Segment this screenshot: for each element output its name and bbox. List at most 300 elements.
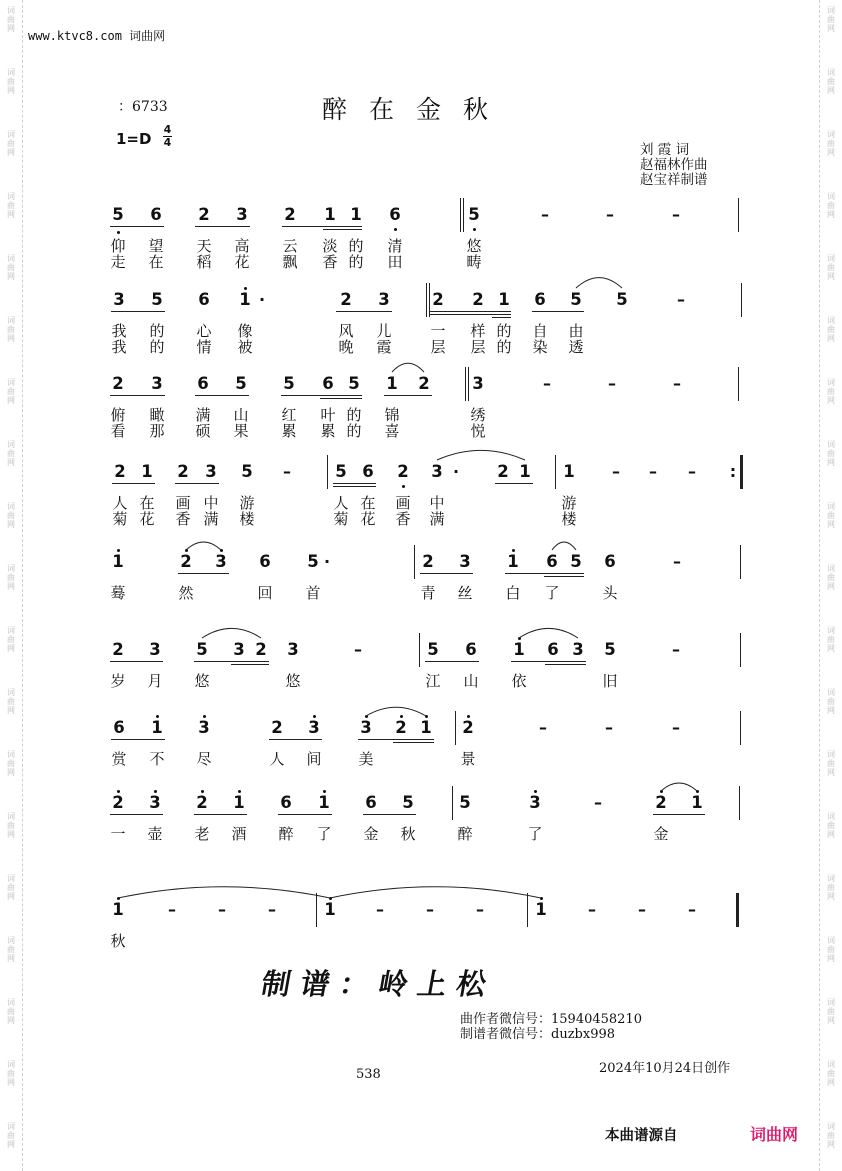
note: 2 — [422, 552, 434, 571]
lyric-char: 景 — [460, 750, 476, 768]
lyric-char: 的 — [149, 338, 165, 356]
composer-wechat: 曲作者微信号：15940458210 — [460, 1012, 642, 1027]
lyric-char: 的 — [348, 237, 364, 255]
lyric-char: 菊 — [333, 510, 349, 528]
lyric-char: 秋 — [400, 825, 416, 843]
note: 5 — [112, 205, 124, 224]
low-octave-dot — [473, 228, 476, 231]
watermark-mark: 词 曲 网 — [827, 378, 835, 405]
lyric-char: 在 — [148, 253, 164, 271]
beam-line — [511, 661, 586, 662]
note: 1 — [535, 900, 547, 919]
note: 6 — [547, 640, 559, 659]
lyric-char: 风 — [338, 322, 354, 340]
lyric-char: 香 — [322, 253, 338, 271]
watermark-mark: 词 曲 网 — [827, 6, 835, 33]
watermark-mark: 词 曲 网 — [7, 192, 15, 219]
lyric-char: 由 — [568, 322, 584, 340]
lyric-char: 儿 — [376, 322, 392, 340]
note: 1 — [324, 205, 336, 224]
note: 6 — [113, 718, 125, 737]
beam-line — [384, 395, 432, 396]
lyric-char: 旧 — [602, 672, 618, 690]
lyric-char: 悦 — [470, 422, 486, 440]
lyric-char: 花 — [234, 253, 250, 271]
lyric-char: 首 — [305, 584, 321, 602]
lyric-char: 样 — [470, 322, 486, 340]
beam-line — [110, 814, 163, 815]
note: 3 — [233, 640, 245, 659]
lyric-char: 情 — [196, 338, 212, 356]
score-row-1 — [0, 198, 842, 278]
slur-arc — [186, 540, 221, 550]
lyric-char: 醉 — [278, 825, 294, 843]
sustain-dash: – — [218, 900, 226, 919]
score-row-9 — [0, 893, 842, 973]
note: 2 — [397, 462, 409, 481]
sustain-dash: – — [426, 900, 434, 919]
note: 6 — [197, 374, 209, 393]
high-octave-dot — [154, 790, 157, 793]
note: 5 — [616, 290, 628, 309]
beam-line — [653, 814, 705, 815]
watermark-mark: 词 曲 网 — [7, 502, 15, 529]
note: 3 — [308, 718, 320, 737]
note: 2 — [177, 462, 189, 481]
note: 3 — [360, 718, 372, 737]
lyric-char: 仰 — [110, 237, 126, 255]
barline — [527, 893, 528, 927]
lyric-char: 在 — [360, 494, 376, 512]
lyric-char: 的 — [348, 253, 364, 271]
slur-arc — [552, 540, 576, 550]
low-octave-dot — [117, 231, 120, 234]
slur-arc — [330, 884, 541, 898]
barline — [316, 893, 317, 927]
barline — [460, 198, 461, 232]
beam-line — [545, 664, 586, 665]
watermark-mark: 词 曲 网 — [7, 812, 15, 839]
lyric-char: 人 — [333, 494, 349, 512]
note: 2 — [255, 640, 267, 659]
barline — [738, 198, 739, 232]
beam-line — [430, 314, 511, 315]
lyric-char: 自 — [532, 322, 548, 340]
note: 2 — [114, 462, 126, 481]
beam-line — [112, 483, 155, 484]
lyric-char: 楼 — [561, 510, 577, 528]
engraver-credit: 赵宝祥制谱 — [640, 172, 708, 188]
note: 2 — [271, 718, 283, 737]
lyric-char: 累 — [320, 422, 336, 440]
barline — [419, 633, 420, 667]
note: 6 — [604, 552, 616, 571]
watermark-mark: 词 曲 网 — [7, 874, 15, 901]
note: 2 — [432, 290, 444, 309]
lyric-char: 不 — [149, 750, 165, 768]
beam-line — [544, 576, 584, 577]
score-row-7 — [0, 711, 842, 791]
lyric-char: 依 — [511, 672, 527, 690]
note: 1 — [420, 718, 432, 737]
note: 5 — [241, 462, 253, 481]
note: 6 — [322, 374, 334, 393]
note: 1 — [691, 793, 703, 812]
lyric-char: 层 — [470, 338, 486, 356]
lyric-char: 醉 — [457, 825, 473, 843]
lyric-char: 的 — [346, 406, 362, 424]
lyric-char: 菊 — [112, 510, 128, 528]
beam-line — [282, 226, 362, 227]
note: 3 — [149, 793, 161, 812]
note: 3 — [378, 290, 390, 309]
note: 5 — [196, 640, 208, 659]
high-octave-dot — [244, 287, 247, 290]
barline — [414, 545, 415, 579]
sustain-dash: – — [638, 900, 646, 919]
lyric-char: 丝 — [457, 584, 473, 602]
watermark-mark: 词 曲 网 — [7, 440, 15, 467]
lyric-char: 画 — [175, 494, 191, 512]
lyric-char: 果 — [233, 422, 249, 440]
note: 2 — [462, 718, 474, 737]
low-octave-dot — [402, 485, 405, 488]
beam-line — [195, 395, 249, 396]
composer-credit: 赵福林作曲 — [640, 157, 708, 173]
lyric-char: 满 — [195, 406, 211, 424]
barline — [740, 633, 741, 667]
note: 6 — [546, 552, 558, 571]
slur-arc — [118, 884, 330, 898]
watermark-mark: 词 曲 网 — [7, 378, 15, 405]
watermark-mark: 词 曲 网 — [7, 688, 15, 715]
lyric-char: 云 — [282, 237, 298, 255]
lyric-char: 江 — [425, 672, 441, 690]
beam-line — [393, 742, 434, 743]
lyric-char: 月 — [147, 672, 163, 690]
watermark-mark: 词 曲 网 — [827, 130, 835, 157]
high-octave-dot — [323, 790, 326, 793]
engraver-signature: 制谱：岭上松 — [258, 967, 499, 1001]
note: 1 — [151, 718, 163, 737]
lyric-char: 楼 — [239, 510, 255, 528]
note: 1 — [498, 290, 510, 309]
score-row-4 — [0, 455, 842, 535]
beam-line — [420, 573, 473, 574]
barline — [463, 198, 464, 232]
note: 3 — [205, 462, 217, 481]
lyric-char: 看 — [110, 422, 126, 440]
note: 3 — [472, 374, 484, 393]
beam-line — [195, 226, 250, 227]
barline — [468, 367, 469, 401]
sustain-dash: – — [268, 900, 276, 919]
note: 6 — [150, 205, 162, 224]
watermark-mark: 词 曲 网 — [7, 998, 15, 1025]
note: 5 — [335, 462, 347, 481]
note: 6 — [365, 793, 377, 812]
sustain-dash: – — [677, 290, 685, 309]
sustain-dash: – — [688, 900, 696, 919]
watermark-mark: 词 曲 网 — [827, 750, 835, 777]
beam-line — [110, 661, 163, 662]
beam-line — [425, 661, 479, 662]
note: 1 — [112, 900, 124, 919]
note: 1 — [112, 552, 124, 571]
beam-line — [336, 311, 392, 312]
lyric-char: 望 — [148, 237, 164, 255]
watermark-mark: 词 曲 网 — [7, 936, 15, 963]
sustain-dash: – — [672, 718, 680, 737]
lyric-char: 畴 — [466, 253, 482, 271]
high-octave-dot — [238, 790, 241, 793]
beam-line — [178, 573, 229, 574]
note: 3 — [287, 640, 299, 659]
note: 2 — [418, 374, 430, 393]
lyric-char: 花 — [139, 510, 155, 528]
lyric-char: 金 — [653, 825, 669, 843]
lyric-char: 的 — [149, 322, 165, 340]
lyric-char: 金 — [363, 825, 379, 843]
note: 5 — [283, 374, 295, 393]
barline — [455, 711, 456, 745]
lyric-char: 硕 — [195, 422, 211, 440]
slur-arc — [576, 275, 622, 288]
lyric-char: 山 — [233, 406, 249, 424]
watermark-mark: 词 曲 网 — [827, 998, 835, 1025]
watermark-mark: 词 曲 网 — [827, 564, 835, 591]
note: 2 — [340, 290, 352, 309]
note: 3 — [151, 374, 163, 393]
lyric-char: 飘 — [282, 253, 298, 271]
high-octave-dot — [512, 549, 515, 552]
score-row-2 — [0, 283, 842, 363]
lyric-char: 了 — [316, 825, 332, 843]
lyric-char: 瞰 — [149, 406, 165, 424]
note: 1 — [239, 290, 251, 309]
note: 1 — [233, 793, 245, 812]
beam-line — [333, 486, 376, 487]
barline — [429, 283, 430, 317]
sustain-dash: – — [588, 900, 596, 919]
lyricist-credit: 刘 霞 词 — [640, 142, 690, 158]
note: 3 — [529, 793, 541, 812]
watermark-mark: 词 曲 网 — [7, 316, 15, 343]
sustain-dash: – — [606, 205, 614, 224]
beam-line — [363, 814, 416, 815]
high-octave-dot — [313, 715, 316, 718]
note: 6 — [259, 552, 271, 571]
lyric-char: 游 — [561, 494, 577, 512]
high-octave-dot — [117, 549, 120, 552]
note: 1 — [563, 462, 575, 481]
lyric-char: 天 — [196, 237, 212, 255]
lyric-char: 锦 — [384, 406, 400, 424]
beam-line — [320, 398, 362, 399]
lyric-char: 悠 — [466, 237, 482, 255]
watermark-mark: 词 曲 网 — [827, 440, 835, 467]
beam-line — [111, 739, 165, 740]
note: 1 — [519, 462, 531, 481]
watermark-mark: 词 曲 网 — [7, 626, 15, 653]
lyric-char: 画 — [395, 494, 411, 512]
lyric-char: 累 — [281, 422, 297, 440]
lyric-char: 霞 — [376, 338, 392, 356]
lyric-char: 老 — [194, 825, 210, 843]
note: 5 — [570, 290, 582, 309]
sustain-dash: – — [594, 793, 602, 812]
repeat-sign: : — [729, 462, 737, 481]
note: 2 — [180, 552, 192, 571]
slur-arc — [366, 705, 426, 716]
lyric-char: 了 — [527, 825, 543, 843]
note: 5 — [402, 793, 414, 812]
lyric-char: 间 — [306, 750, 322, 768]
slur-arc — [519, 626, 578, 638]
note: 1 — [386, 374, 398, 393]
note: 5 — [307, 552, 319, 571]
note: 1 — [513, 640, 525, 659]
high-octave-dot — [156, 715, 159, 718]
sustain-dash: – — [605, 718, 613, 737]
lyric-char: 秋 — [110, 932, 126, 950]
sustain-dash: – — [476, 900, 484, 919]
note: 6 — [465, 640, 477, 659]
lyric-char: 我 — [111, 338, 127, 356]
note: 5 — [604, 640, 616, 659]
note: 2 — [112, 374, 124, 393]
high-octave-dot — [203, 715, 206, 718]
lyric-char: 清 — [387, 237, 403, 255]
note: 5 — [348, 374, 360, 393]
lyric-char: 香 — [175, 510, 191, 528]
lyric-char: 淡 — [322, 237, 338, 255]
note: 5 — [151, 290, 163, 309]
watermark-mark: 词 曲 网 — [827, 626, 835, 653]
beam-line — [110, 395, 165, 396]
lyric-char: 中 — [429, 494, 445, 512]
watermark-mark: 词 曲 网 — [7, 750, 15, 777]
note: 3 — [572, 640, 584, 659]
lyric-char: 一 — [110, 825, 126, 843]
beam-line — [495, 483, 533, 484]
beam-line — [278, 814, 332, 815]
watermark-mark: 词 曲 网 — [7, 130, 15, 157]
lyric-char: 绣 — [470, 406, 486, 424]
watermark-mark: 词 曲 网 — [827, 192, 835, 219]
lyric-char: 一 — [430, 322, 446, 340]
high-octave-dot — [534, 790, 537, 793]
watermark-mark: 词 曲 网 — [7, 1060, 15, 1087]
lyric-char: 心 — [196, 322, 212, 340]
lyric-char: 满 — [203, 510, 219, 528]
beam-line — [281, 395, 362, 396]
note: 2 — [395, 718, 407, 737]
barline — [426, 283, 427, 317]
beam-line — [111, 311, 165, 312]
lyric-char: 被 — [237, 338, 253, 356]
note: 2 — [472, 290, 484, 309]
watermark-mark: 词 曲 网 — [827, 936, 835, 963]
note: 2 — [198, 205, 210, 224]
beam-line — [358, 739, 434, 740]
barline — [741, 283, 742, 317]
lyric-char: 稻 — [196, 253, 212, 271]
lyric-char: 俯 — [110, 406, 126, 424]
lyric-char: 美 — [358, 750, 374, 768]
note: 1 — [507, 552, 519, 571]
sustain-dash: – — [672, 640, 680, 659]
watermark-mark: 词 曲 网 — [7, 564, 15, 591]
slur-arc — [661, 781, 697, 791]
beam-line — [269, 739, 322, 740]
note: 6 — [534, 290, 546, 309]
lyric-char: 赏 — [111, 750, 127, 768]
watermark-mark: 词 曲 网 — [827, 316, 835, 343]
lyric-char: 人 — [112, 494, 128, 512]
beam-line — [175, 483, 219, 484]
lyric-char: 那 — [149, 422, 165, 440]
lyric-char: 的 — [346, 422, 362, 440]
site-header[interactable]: www.ktvc8.com 词曲网 — [28, 29, 166, 43]
sustain-dash: – — [672, 205, 680, 224]
barline — [465, 367, 466, 401]
beam-line — [231, 664, 269, 665]
note: 5 — [570, 552, 582, 571]
lyric-char: 尽 — [196, 750, 212, 768]
note: 2 — [196, 793, 208, 812]
lyric-char: 头 — [602, 584, 618, 602]
watermark-mark: 词 曲 网 — [827, 254, 835, 281]
barline — [555, 455, 556, 489]
beam-line — [194, 814, 247, 815]
lyric-char: 的 — [496, 338, 512, 356]
note: 5 — [427, 640, 439, 659]
key-signature: 1=D — [116, 130, 152, 148]
lyric-char: 晚 — [338, 338, 354, 356]
note: 2 — [112, 640, 124, 659]
engraver-wechat: 制谱者微信号：duzbx998 — [460, 1027, 616, 1042]
note: 3 — [198, 718, 210, 737]
lyric-char: 喜 — [384, 422, 400, 440]
augmentation-dot: · — [452, 462, 460, 481]
beam-line — [194, 661, 269, 662]
watermark-mark: 词 曲 网 — [827, 1060, 835, 1087]
score-row-5 — [0, 545, 842, 625]
sustain-dash: – — [541, 205, 549, 224]
lyric-char: 白 — [505, 584, 521, 602]
lyric-char: 悠 — [285, 672, 301, 690]
beam-line — [110, 226, 164, 227]
barline — [327, 455, 328, 489]
watermark-mark: 词 曲 网 — [827, 874, 835, 901]
beam-line — [492, 317, 511, 318]
footer-brand-link[interactable]: 词曲网 — [750, 1125, 799, 1144]
watermark-mark: 词 曲 网 — [827, 68, 835, 95]
lyric-char: 田 — [387, 253, 403, 271]
note: 5 — [468, 205, 480, 224]
lyric-char: 悠 — [194, 672, 210, 690]
note: 2 — [284, 205, 296, 224]
watermark-mark: 词 曲 网 — [7, 254, 15, 281]
lyric-char: 游 — [239, 494, 255, 512]
sustain-dash: – — [168, 900, 176, 919]
lyric-char: 满 — [429, 510, 445, 528]
lyric-char: 层 — [430, 338, 446, 356]
barline — [738, 367, 739, 401]
sustain-dash: – — [543, 374, 551, 393]
watermark-mark: 词 曲 网 — [827, 812, 835, 839]
